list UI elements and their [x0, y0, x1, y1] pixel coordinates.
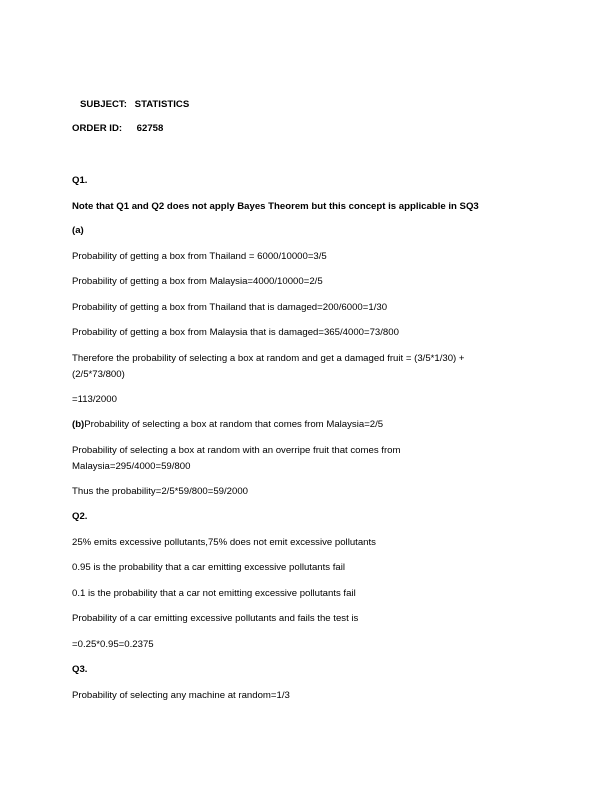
q2-line1: 25% emits excessive pollutants,75% does not emit excessive pollutants — [72, 537, 376, 548]
q1-a-line1: Probability of getting a box from Thailand = 6000/10000=3/5 — [72, 251, 327, 262]
q1-a-result: =113/2000 — [72, 394, 117, 405]
order-value: 62758 — [136, 123, 164, 134]
q1-b-line3: Thus the probability=2/5*59/800=59/2000 — [72, 486, 249, 497]
subject-row — [80, 97, 189, 113]
q1-b-line1: Probability of selecting a box at random that comes from Malaysia=2/5 — [84, 419, 384, 430]
q3-heading: Q3. — [72, 664, 88, 675]
q1-part-b-row — [72, 417, 383, 433]
q2-line4: Probability of a car emitting excessive pollutants and fails the test is — [72, 613, 359, 624]
q1-part-a-label: (a) — [72, 225, 84, 236]
q3-line1: Probability of selecting any machine at random=1/3 — [72, 690, 290, 701]
order-key: ORDER ID: — [72, 123, 123, 134]
order-row — [72, 121, 163, 137]
q1-note: Note that Q1 and Q2 does not apply Bayes Theorem but this concept is applicable in SQ3 — [72, 201, 479, 212]
q1-a-line2: Probability of getting a box from Malaysia=4000/10000=2/5 — [72, 276, 323, 287]
q2-heading: Q2. — [72, 511, 88, 522]
q1-a-line4: Probability of getting a box from Malaysia that is damaged=365/4000=73/800 — [72, 327, 399, 338]
subject-value: STATISTICS — [134, 99, 190, 110]
q1-part-b-label: (b) — [72, 419, 85, 430]
subject-key: SUBJECT: — [80, 99, 127, 110]
q1-a-line3: Probability of getting a box from Thailand that is damaged=200/6000=1/30 — [72, 302, 388, 313]
q1-b-line2: Probability of selecting a box at random with an overripe fruit that comes from Malaysia=295/4000=59/800 — [72, 445, 401, 472]
q1-heading: Q1. — [72, 175, 88, 186]
q2-line5: =0.25*0.95=0.2375 — [72, 639, 154, 650]
q2-line3: 0.1 is the probability that a car not emitting excessive pollutants fail — [72, 588, 356, 599]
q1-a-line5: Therefore the probability of selecting a box at random and get a damaged fruit = (3/5*1/30) + (2/5*73/800) — [72, 353, 465, 380]
q2-line2: 0.95 is the probability that a car emitting excessive pollutants fail — [72, 562, 346, 573]
